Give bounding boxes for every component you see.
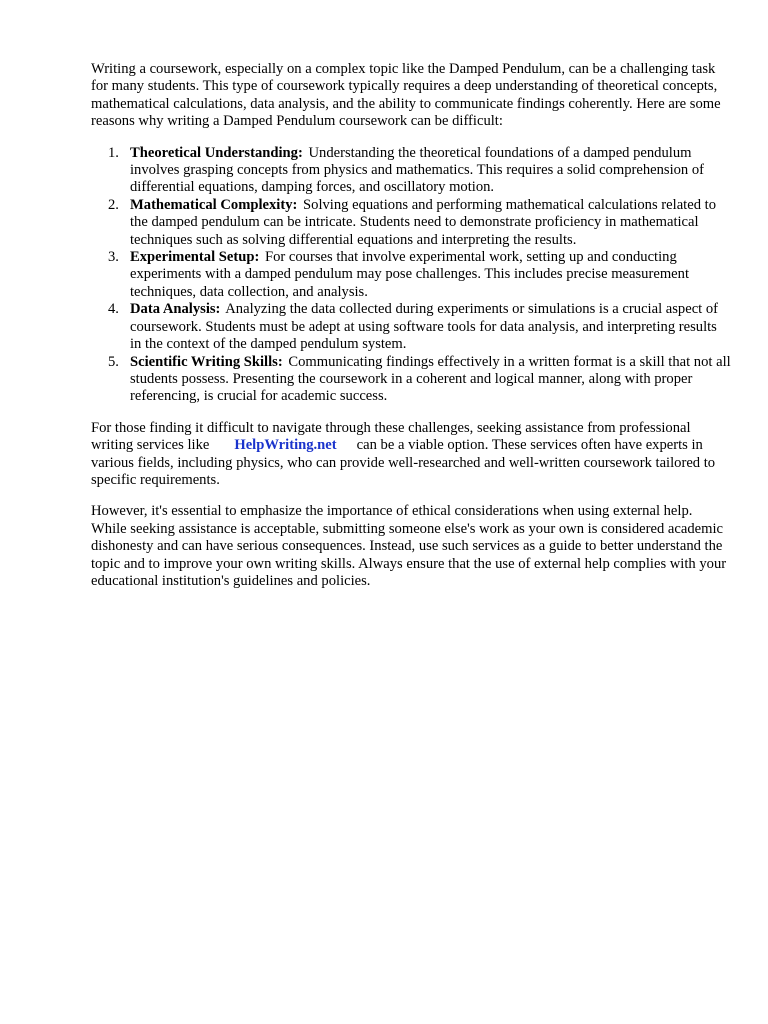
list-item — [91, 249, 731, 301]
help-text-before: For those finding it difficult to navigate through these challenges, seeking assistance from professional writing services like — [91, 419, 691, 454]
helpwriting-link[interactable]: HelpWriting.net — [234, 437, 337, 454]
list-item — [91, 301, 731, 353]
document-page — [91, 61, 731, 590]
list-number: 1. — [108, 144, 119, 161]
help-text-after: can be a viable option. These services often have experts in various fields, including physics, who can provide well-researched and well-written coursework tailored to specific requirements. — [91, 437, 716, 488]
list-item-term: Theoretical Understanding: — [130, 144, 303, 161]
list-item-text: Understanding the theoretical foundations of a damped pendulum involves grasping concepts from physics and mathematics. This requires a solid comprehension of differential equations, damping forces, and oscillatory motion. — [130, 144, 705, 196]
list-number: 4. — [108, 301, 119, 318]
list-number: 3. — [108, 249, 119, 266]
list-item-term: Experimental Setup: — [130, 249, 260, 266]
list-number: 2. — [108, 196, 119, 213]
intro-paragraph: Writing a coursework, especially on a complex topic like the Damped Pendulum, can be a challenging task for many students. This type of coursework typically requires a deep understanding of theoretical concepts, mathematical calculations, data analysis, and the ability to communicate findings coherently. Here are some reasons why writing a Damped Pendulum coursework can be difficult: — [91, 61, 721, 130]
reasons-list — [91, 145, 731, 406]
list-item-term: Mathematical Complexity: — [130, 196, 298, 213]
list-item-text: Analyzing the data collected during experiments or simulations is a crucial aspect of coursework. Students must be adept at using software tools for data analysis, and interpreting results in the context of the damped pendulum system. — [130, 301, 719, 353]
list-item-term: Data Analysis: — [130, 301, 221, 318]
ethics-paragraph: However, it's essential to emphasize the importance of ethical considerations when using external help. While seeking assistance is acceptable, submitting someone else's work as your own is considered academic dishonesty and can have serious consequences. Instead, use such services as a guide to better understand the topic and to improve your own writing skills. Always ensure that the use of external help complies with your educational institution's guidelines and policies. — [91, 503, 727, 589]
list-item-text: Solving equations and performing mathematical calculations related to the damped pendulum can be intricate. Students need to demonstrate proficiency in mathematical techniques such as solving differential equations and interpreting the results. — [130, 196, 717, 248]
list-item-text: For courses that involve experimental work, setting up and conducting experiments with a damped pendulum may pose challenges. This includes precise measurement techniques, data collection, and analysis. — [130, 249, 689, 300]
list-item — [91, 354, 731, 406]
list-number: 5. — [108, 353, 119, 370]
help-paragraph — [91, 420, 731, 490]
list-item — [91, 145, 731, 197]
list-item-text: Communicating findings effectively in a written format is a skill that not all students possess. Presenting the coursework in a coherent and logical manner, along with proper referencing, is crucial for academic success. — [130, 353, 731, 405]
list-item-term: Scientific Writing Skills: — [130, 353, 283, 370]
list-item — [91, 197, 731, 249]
